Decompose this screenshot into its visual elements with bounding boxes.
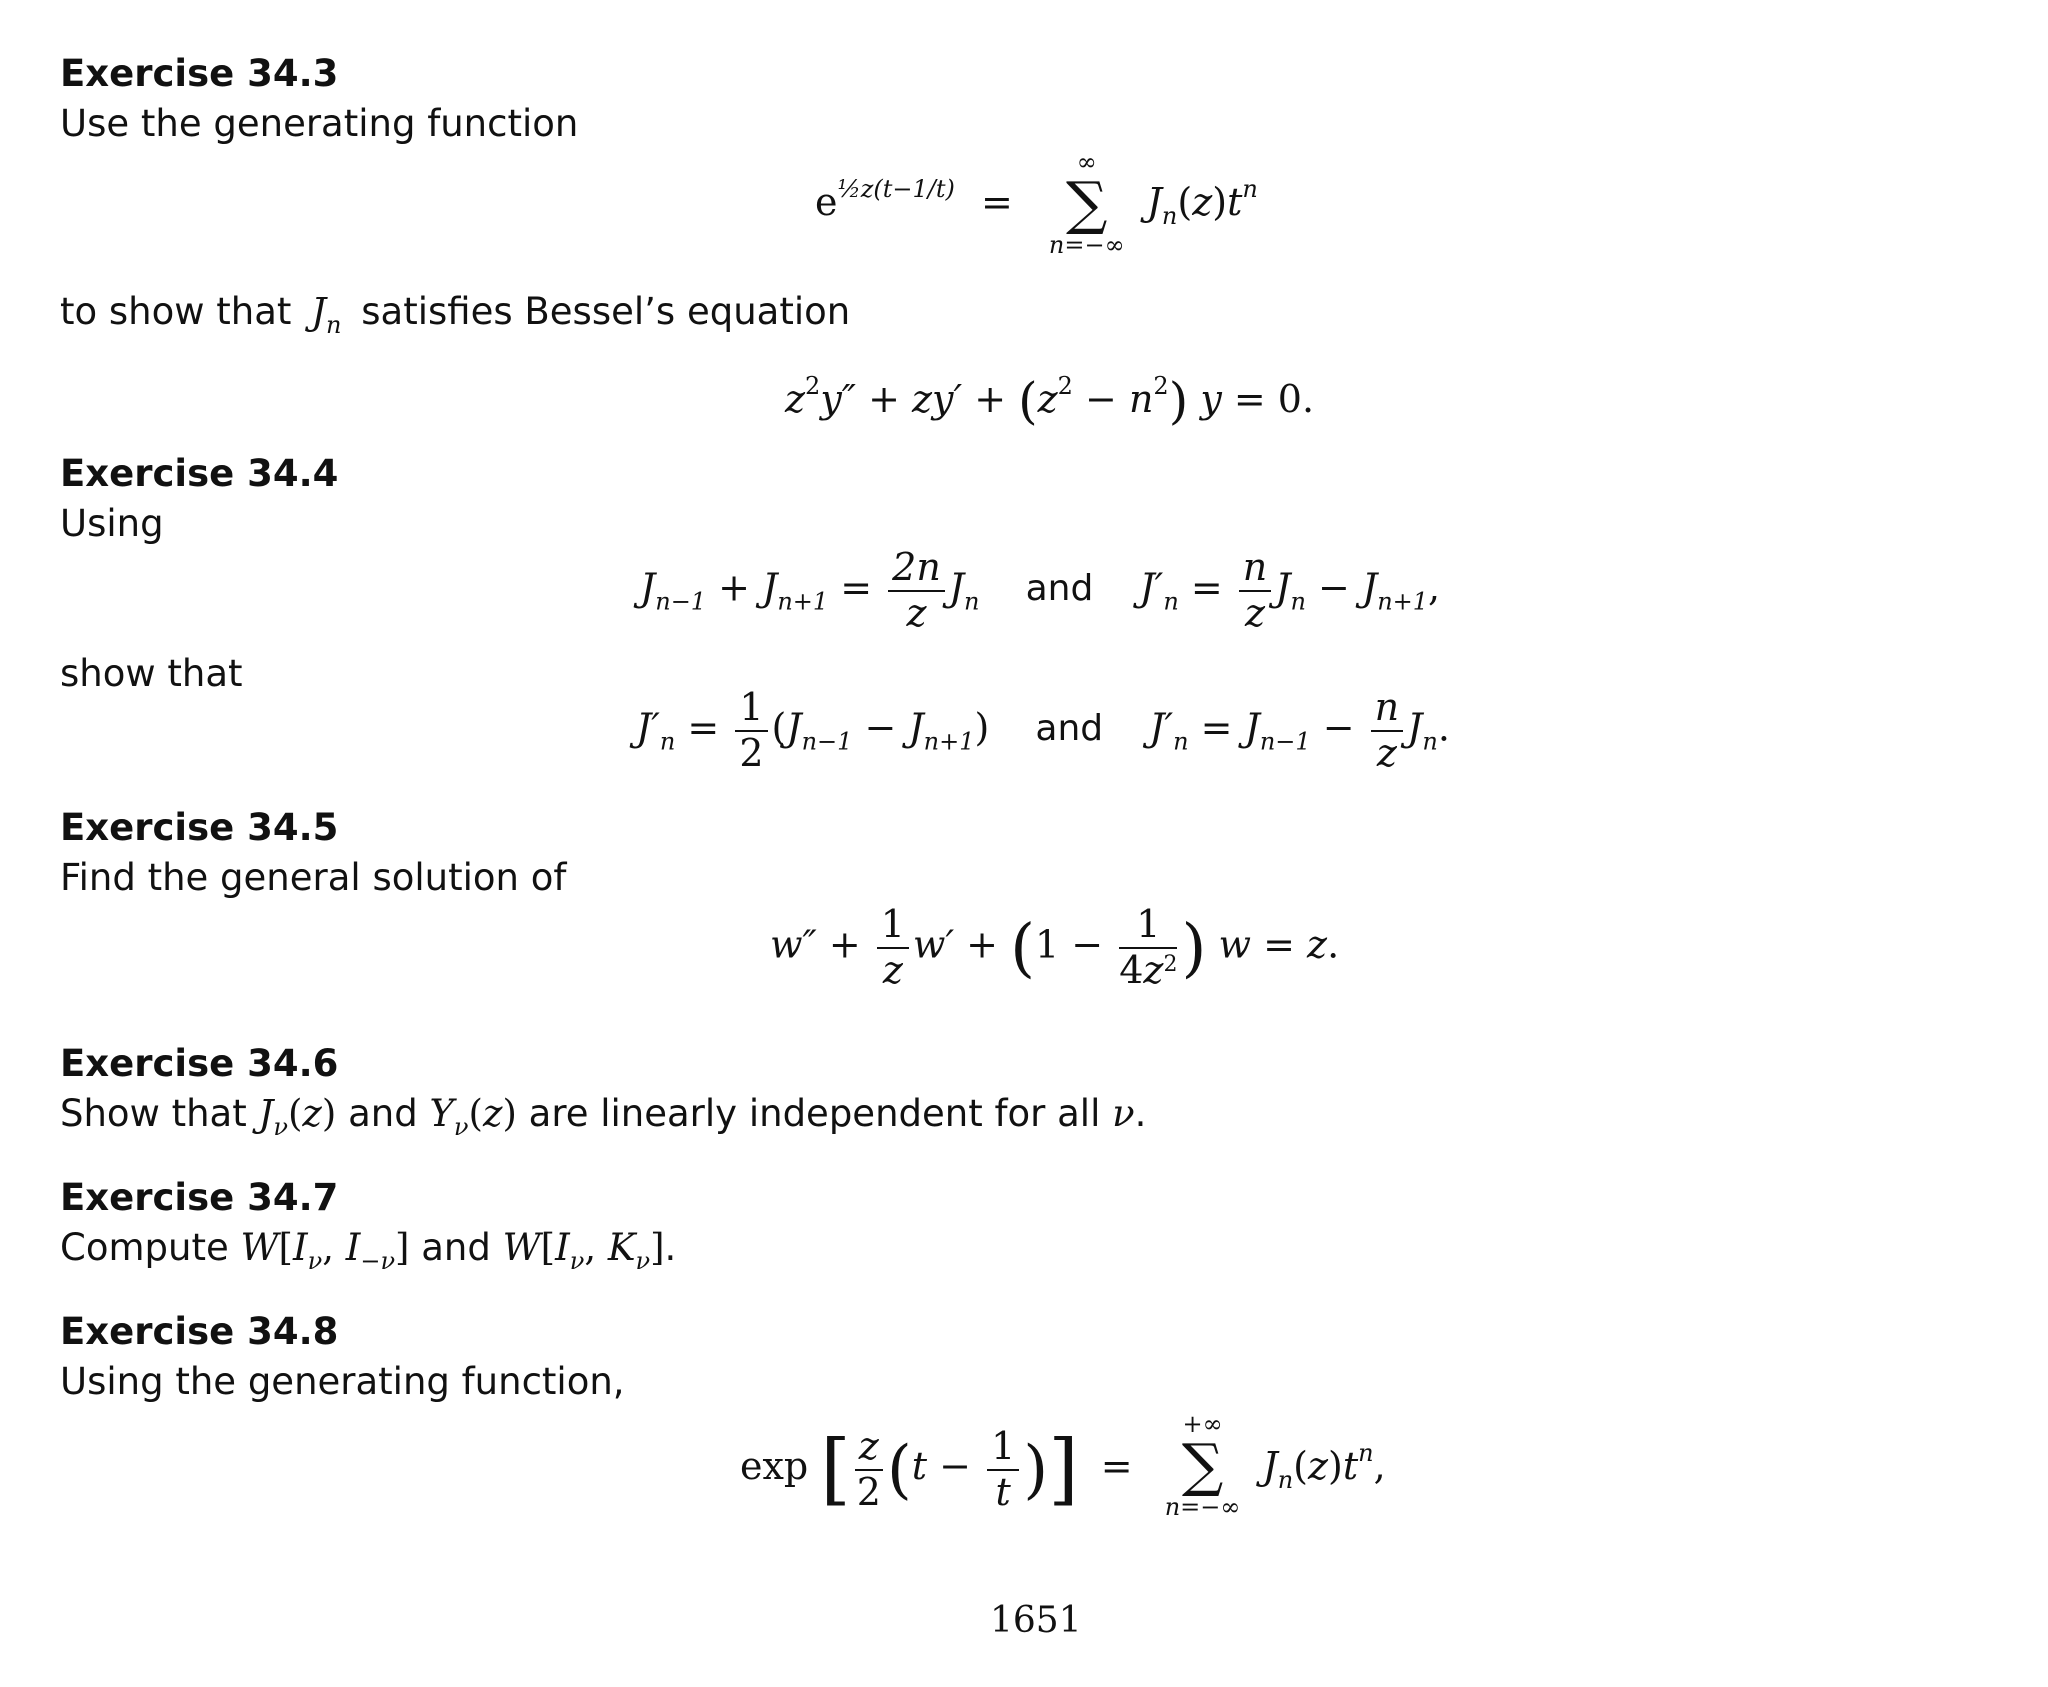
exercise-34-7-text: Compute $W[I_\nu$, $I_{-\nu}$] and $W[I_\nu$, $K_\nu$].: [60, 1226, 677, 1275]
recurrence-relations-to-show: $J'_n$ = $\frac{1}{2}$ $(J_{n-1} - J_{n+1})$ and $J'_n = J_{n-1}$ − $\frac{n}{z}$ $J_n$.: [636, 685, 1450, 775]
exercise-34-8-intro: Using the generating function,: [60, 1360, 625, 1403]
exercise-heading-34-3: Exercise 34.3: [60, 52, 339, 95]
summation-symbol: ∞ ∑ n=−∞: [1048, 148, 1125, 260]
exercise-heading-34-7: Exercise 34.7: [60, 1176, 339, 1219]
exercise-34-5-intro: Find the general solution of: [60, 856, 567, 899]
page-number: 1651: [990, 1600, 1082, 1641]
exercise-34-3-intro: Use the generating function: [60, 102, 579, 145]
exercise-heading-34-8: Exercise 34.8: [60, 1310, 339, 1353]
generating-function-equation-1: $e^{\frac{1}{2}z(t-1/t)}$ = ∞ ∑ n=−∞ $J_n(z)t^n$: [815, 148, 1258, 260]
summation-symbol: +∞ ∑ n=−∞: [1164, 1410, 1241, 1522]
generating-function-equation-2: exp [ $\frac{z}{2}$ (t − $\frac{1}{t}$ )] = +∞ ∑ n=−∞ $J_n(z)t^n$,: [740, 1410, 1386, 1522]
exercise-heading-34-4: Exercise 34.4: [60, 452, 339, 495]
exercise-heading-34-5: Exercise 34.5: [60, 806, 339, 849]
exercise-heading-34-6: Exercise 34.6: [60, 1042, 339, 1085]
exercise-34-3-middle: to show that $J_n$ satisfies Bessel’s equation: [60, 290, 851, 339]
ode-equation: w″ + $\frac{1}{z}$ w′ + (1 − $\frac{1}{4z^2}$ ) w = z.: [770, 902, 1340, 992]
exercise-34-4-show-that: show that: [60, 652, 243, 695]
recurrence-relations-given: $J_{n-1} + J_{n+1}$ = $\frac{2n}{z}$ $J_n$ and $J'_n$ = $\frac{n}{z}$ $J_n - J_{n+1}$,: [640, 545, 1441, 635]
exercise-34-4-intro: Using: [60, 502, 164, 545]
exercise-34-6-text: Show that $J_\nu(z)$ and $Y_\nu(z)$ are linearly independent for all ν.: [60, 1092, 1147, 1141]
bessel-equation: $z^2y'' + zy' + (z^2 - n^2) y = 0$.: [785, 372, 1315, 430]
